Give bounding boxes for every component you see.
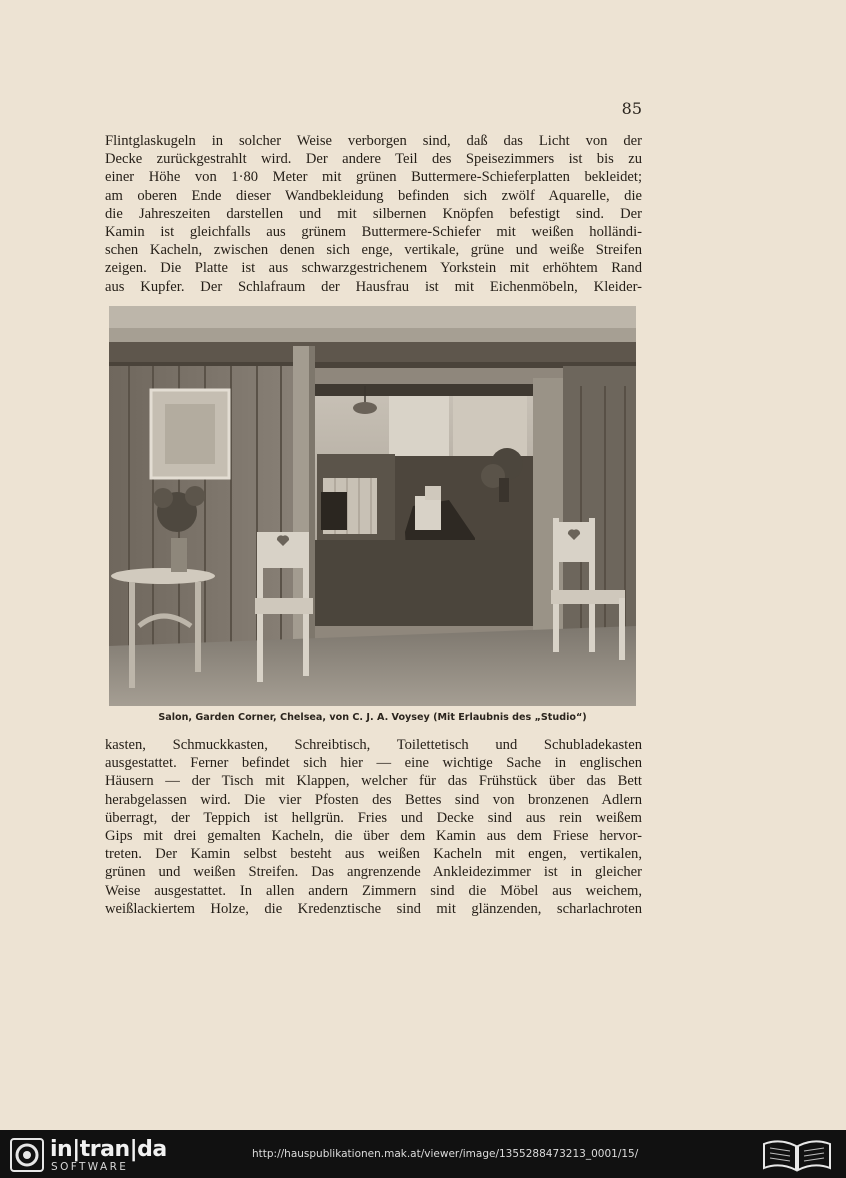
open-book-icon[interactable] — [758, 1134, 836, 1174]
paragraph-top — [105, 132, 642, 296]
text-line: Decke zurückgestrahlt wird. Der andere Teil des Speisezimmers ist bis zu — [105, 151, 642, 168]
salon-photo-illustration — [109, 306, 636, 706]
intranda-logo[interactable] — [10, 1136, 167, 1174]
text-line: Gips mit drei gemalten Kacheln, die über dem Kamin aus dem Friese hervor- — [105, 828, 642, 845]
logo-name: in|tran|da — [50, 1137, 167, 1162]
text-line: aus Kupfer. Der Schlafraum der Hausfrau ist mit Eichenmöbeln, Kleider- — [105, 278, 642, 295]
figure-caption: Salon, Garden Corner, Chelsea, von C. J. A. Voysey (Mit Erlaubnis des „Studio“) — [158, 712, 587, 723]
logo-subtitle: SOFTWARE — [51, 1161, 129, 1173]
viewer-footer-bar — [0, 1130, 846, 1178]
text-line: grünen und weißen Streifen. Das angrenzende Ankleidezimmer ist in gleicher — [105, 864, 642, 881]
text-line: herabgelassen wird. Die vier Pfosten des Bettes sind von bronzenen Adlern — [105, 791, 642, 808]
text-line: Häusern — der Tisch mit Klappen, welcher für das Frühstück über das Bett — [105, 773, 642, 790]
salon-photograph — [109, 306, 636, 706]
text-line: zeigen. Die Platte ist aus schwarzgestrichenem Yorkstein mit erhöhtem Rand — [105, 260, 642, 277]
text-line: am oberen Ende dieser Wandbekleidung befinden sich zwölf Aquarelle, die — [105, 187, 642, 204]
text-line: Kamin ist gleichfalls aus grünem Buttermere-Schiefer mit weißen holländi- — [105, 224, 642, 241]
text-line: schen Kacheln, zwischen denen sich enge, vertikale, grüne und weiße Streifen — [105, 242, 642, 259]
text-line: Flintglaskugeln in solcher Weise verborgen sind, daß das Licht von der — [105, 133, 642, 149]
text-line: treten. Der Kamin selbst besteht aus weißen Kacheln mit engen, vertikalen, — [105, 846, 642, 863]
text-line: einer Höhe von 1·80 Meter mit grünen Buttermere-Schieferplatten bekleidet; — [105, 169, 642, 186]
text-line: kasten, Schmuckkasten, Schreibtisch, Toilettetisch und Schubladekasten — [105, 737, 642, 753]
intranda-logo-icon — [10, 1138, 44, 1172]
page-number: 85 — [621, 99, 642, 118]
viewer-url[interactable]: http://hauspublikationen.mak.at/viewer/image/1355288473213_0001/15/ — [252, 1148, 639, 1160]
text-line: Weise ausgestattet. In allen andern Zimmern sind die Möbel aus weichem, — [105, 882, 642, 899]
paragraph-bottom — [105, 736, 642, 918]
text-line: die Jahreszeiten darstellen und mit silbernen Knöpfen befestigt sind. Der — [105, 205, 642, 222]
text-line: ausgestattet. Ferner befindet sich hier — eine wichtige Sache in englischen — [105, 755, 642, 772]
text-line: überragt, der Teppich ist hellgrün. Fries und Decke sind aus rein weißem — [105, 809, 642, 826]
text-line: weißlackiertem Holze, die Kredenztische sind mit glänzenden, scharlachroten — [105, 900, 642, 917]
